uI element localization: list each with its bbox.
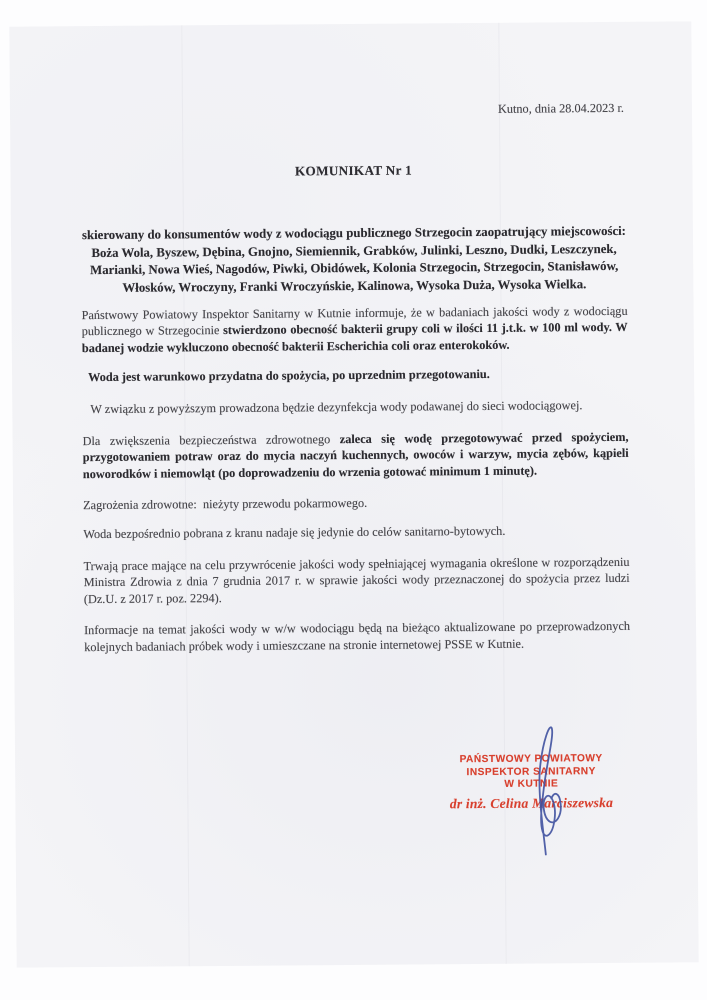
stamp-line-1: PAŃSTWOWY POWIATOWY — [459, 753, 603, 766]
paragraph-text-bold: zaleca się wodę przegotowywać przed spożyciem, przygotowaniem potraw oraz do mycia naczyń kuchennych, owoców i warzyw, mycia zębów, kąpieli noworodków i niemowląt (po doprowadzeniu do wrzenia gotować minimum 1 minutę). — [82, 429, 629, 481]
scanned-page — [9, 21, 698, 967]
paragraph-text-bold: stwierdzono obecność bakterii grupy coli w ilości 11 j.t.k. w 100 ml wody. W badanej wodzie wykluczono obecność bakterii Escherichia coli oraz enterokoków. — [81, 320, 628, 355]
document-content — [80, 100, 630, 656]
paragraph-text: Woda bezpośrednio pobrana z kranu nadaje się jedynie do celów sanitarno-bytowych. — [83, 523, 506, 542]
document-date: Kutno, dnia 28.04.2023 r. — [497, 100, 625, 116]
paragraph-4 — [82, 397, 628, 418]
paragraph-3 — [82, 365, 628, 386]
stamp-lines — [440, 753, 622, 792]
paragraph-text-bold: Woda jest warunkowo przydatna do spożycia, po uprzednim przegotowaniu. — [88, 367, 490, 385]
stamp-line-2: INSPEKTOR SANITARNY — [466, 765, 596, 778]
document-title: KOMUNIKAT Nr 1 — [294, 162, 413, 179]
stamp-line-3: W KUTNIE — [504, 778, 559, 791]
paragraph-9 — [84, 618, 630, 655]
document-body — [81, 223, 630, 656]
paragraph-text: Dla zwiększenia bezpieczeństwa zdrowotnego — [82, 431, 340, 448]
paragraph-7 — [83, 522, 629, 543]
paragraph-5 — [83, 428, 629, 482]
paragraph-1 — [81, 223, 628, 298]
paragraph-text: Państwowy Powiatowy Inspektor Sanitarny w Kutnie informuje, że w badaniach jakości wody z wodociągu publicznego w Strzegocinie — [81, 303, 628, 339]
paragraph-text-bold: skierowany do konsumentów wody z wodociągu publicznego Strzegocin zaopatrujący miejscowości: Boża Wola, Byszew, Dębina, Gnojno, Siemiennik, Grabków, Julinki, Leszno, Dudki, Leszczynek, Marianki, Nowa Wieś, Nagodów, Piwki, Obidówek, Kolonia Strzegocin, Strzegocin, Stanisławów, Włosków, Wroczyny, Franki Wroczyńskie, Kalinowa, Wysoka Duża, Wysoka Wielka. — [81, 224, 626, 295]
paragraph-6 — [83, 493, 629, 514]
stamp-signer-name: dr inż. Celina Marciszewska — [449, 794, 614, 812]
paragraph-text: W związku z powyższym prowadzona będzie dezynfekcja wody podawanej do sieci wodociągowej. — [90, 398, 583, 417]
paragraph-8 — [83, 553, 629, 607]
paragraph-text: Informacje na temat jakości wody w w/w wodociągu będą na bieżąco aktualizowane po przeprowadzonych kolejnych badaniach próbek wody i umieszczane na stronie internetowej PSSE w Kutnie. — [84, 619, 631, 654]
paragraph-2 — [82, 302, 628, 356]
paragraph-text: Zagrożenia zdrowotne: nieżyty przewodu pokarmowego. — [83, 496, 368, 513]
inspector-stamp — [440, 753, 622, 812]
paragraph-text: Trwają prace mające na celu przywrócenie jakości wody spełniającej wymagania określone w rozporządzeniu Ministra Zdrowia z dnia 7 grudnia 2017 r. w sprawie jakości wody przeznaczonej do spożycia przez ludzi (Dz.U. z 2017 r. poz. 2294). — [83, 554, 630, 606]
